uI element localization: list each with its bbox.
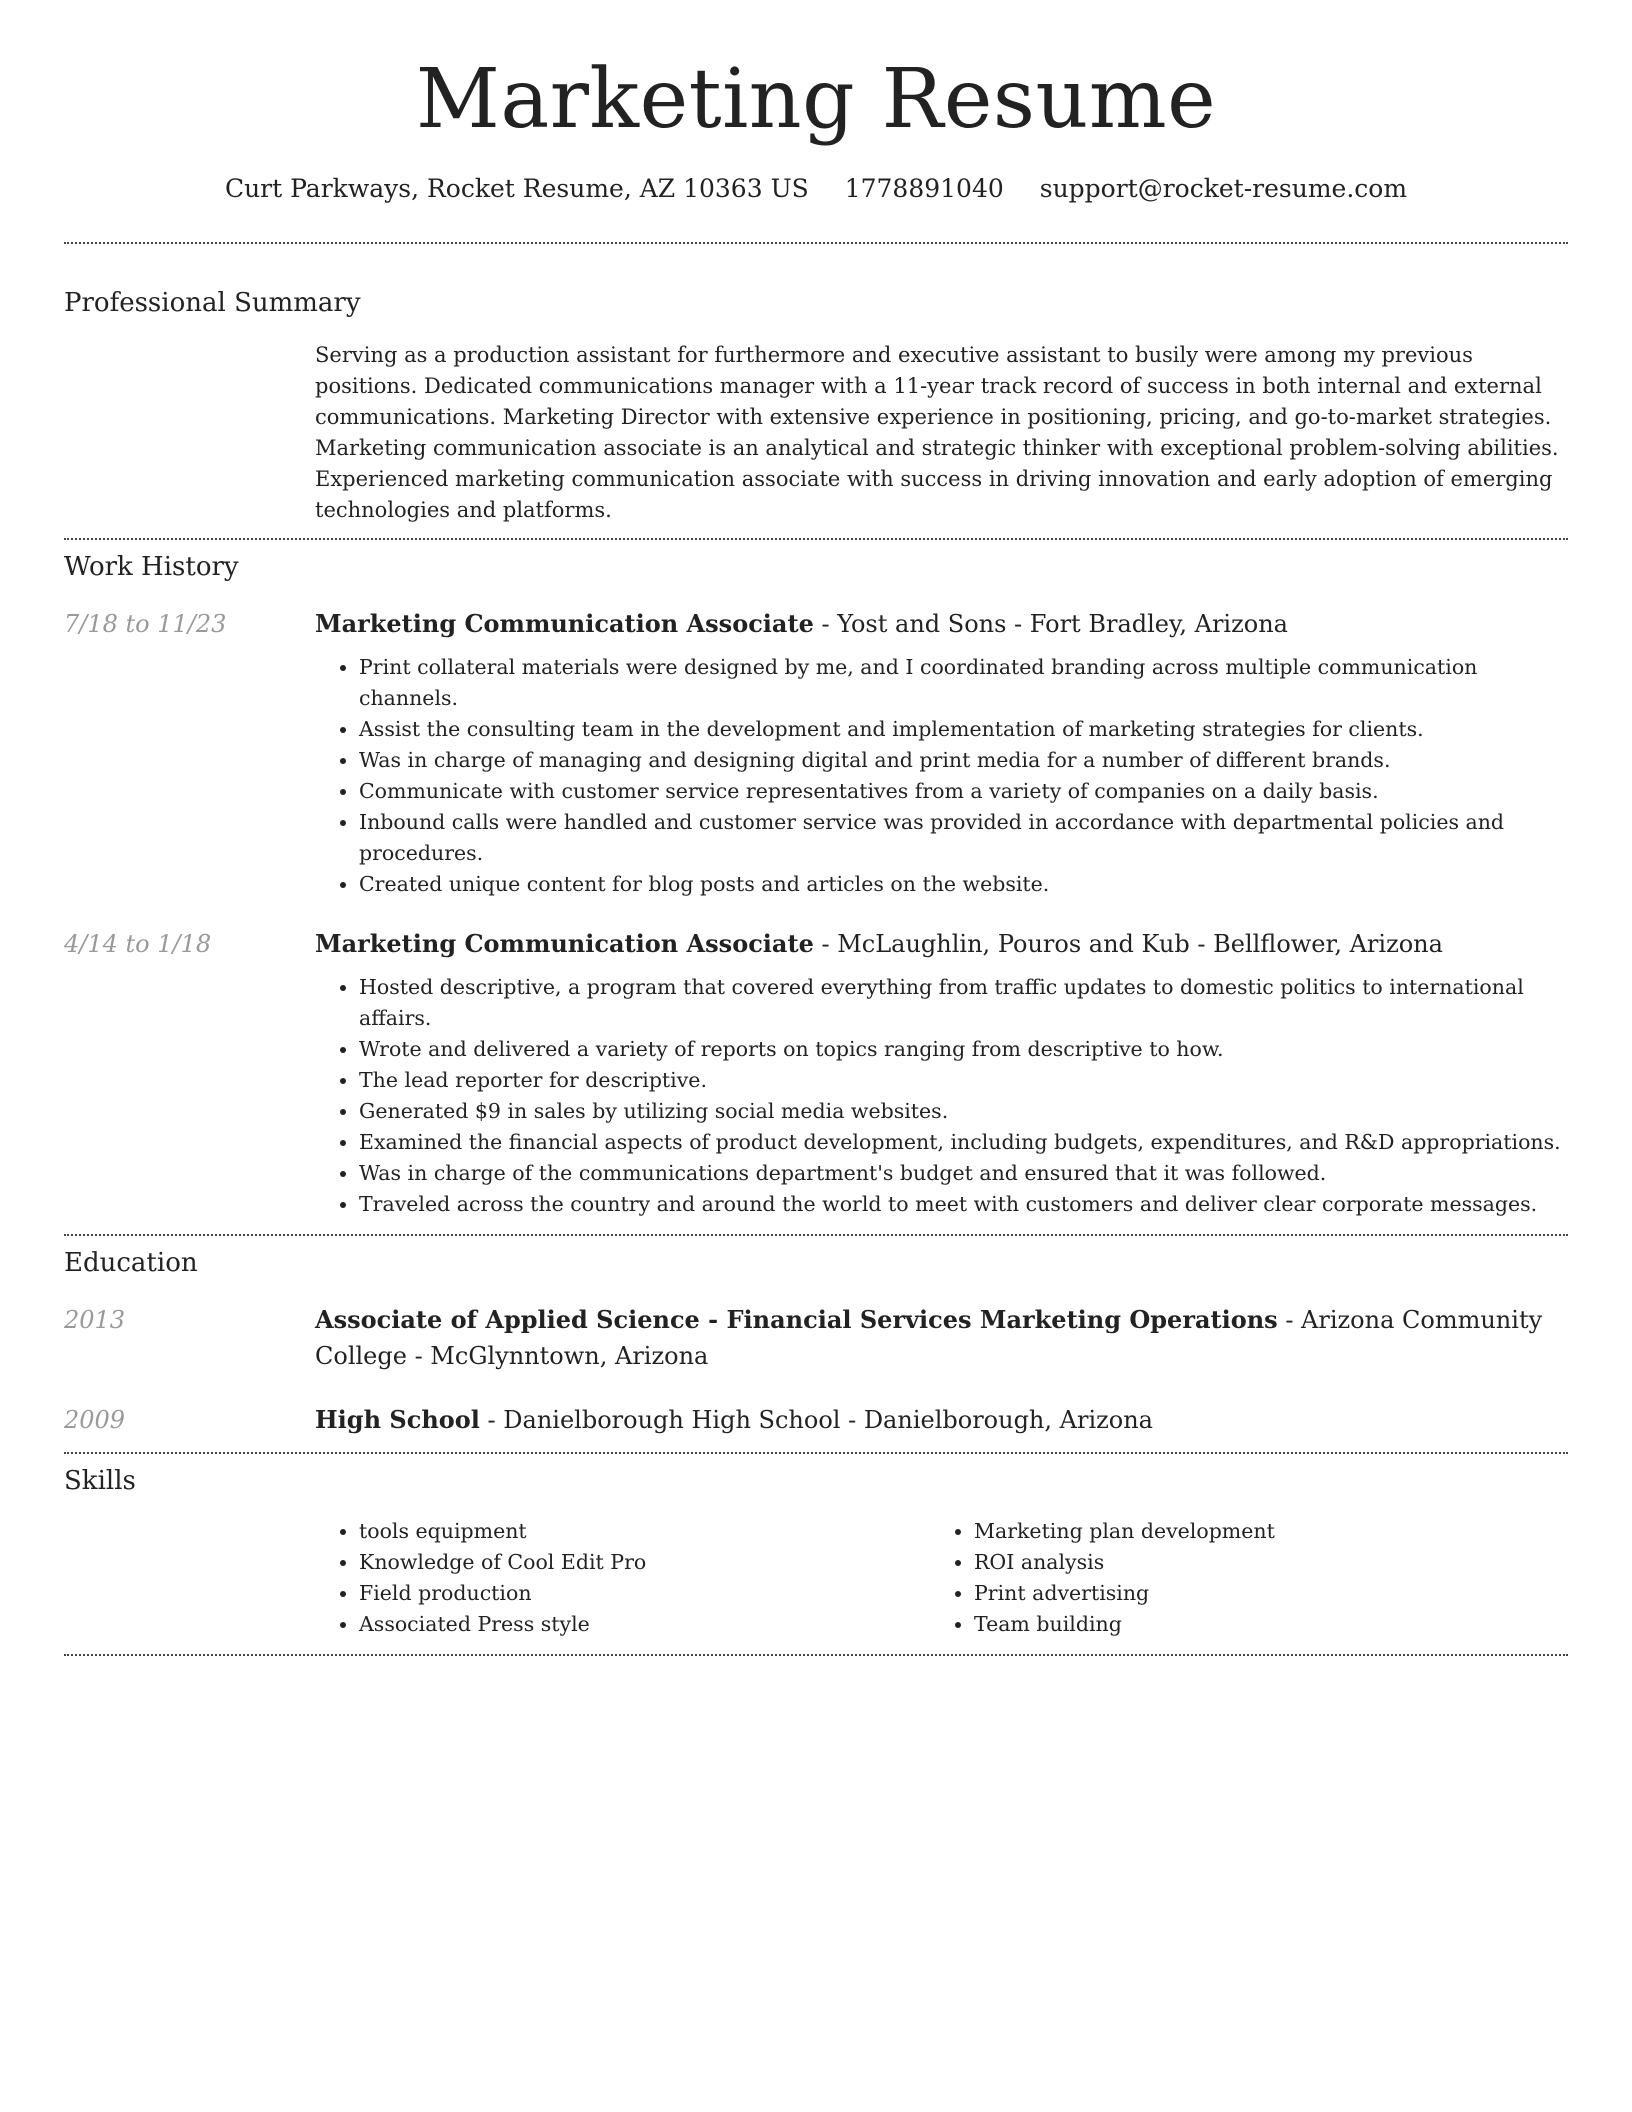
work-history-heading: Work History bbox=[64, 552, 239, 582]
education-title bbox=[315, 1402, 1568, 1438]
resume-title: Marketing Resume bbox=[415, 52, 1217, 147]
skill-item: • Associated Press style bbox=[359, 1609, 930, 1640]
skills-column-right bbox=[930, 1516, 1545, 1640]
education-title bbox=[315, 1302, 1568, 1374]
skill-item: • Print advertising bbox=[974, 1578, 1545, 1609]
skills-column-left bbox=[315, 1516, 930, 1640]
education-entry bbox=[64, 1302, 1568, 1374]
list-item: • Was in charge of managing and designing digital and print media for a number of different brands. bbox=[359, 745, 1568, 776]
degree: High School bbox=[315, 1405, 480, 1434]
work-entry-content bbox=[315, 926, 1568, 1220]
job-title: Marketing Communication Associate bbox=[315, 609, 814, 638]
work-entry-title bbox=[315, 606, 1568, 642]
contact-address: Curt Parkways, Rocket Resume, AZ 10363 US bbox=[224, 174, 809, 203]
skill-item: • Team building bbox=[974, 1609, 1545, 1640]
divider bbox=[64, 1654, 1568, 1656]
list-item: • Generated $9 in sales by utilizing social media websites. bbox=[359, 1096, 1568, 1127]
divider bbox=[64, 242, 1568, 244]
skills-list bbox=[315, 1516, 1568, 1654]
work-entry bbox=[64, 606, 1568, 900]
divider bbox=[64, 538, 1568, 540]
work-entry-dates: 7/18 to 11/23 bbox=[64, 610, 227, 638]
list-item: • Assist the consulting team in the development and implementation of marketing strategies for clients. bbox=[359, 714, 1568, 745]
list-item: • Traveled across the country and around the world to meet with customers and deliver clear corporate messages. bbox=[359, 1189, 1568, 1220]
skill-item: • Knowledge of Cool Edit Pro bbox=[359, 1547, 930, 1578]
list-item: • Print collateral materials were designed by me, and I coordinated branding across multiple communication channels. bbox=[359, 652, 1568, 714]
summary-text: Serving as a production assistant for furthermore and executive assistant to busily were among my previous positions. Dedicated communications manager with a 11-year track record of success in both internal and external communications. Marketing Director with extensive experience in positioning, pricing, and go-to-market strategies. Marketing communication associate is an analytical and strategic thinker with exceptional problem-solving abilities. Experienced marketing communication associate with success in driving innovation and early adoption of emerging technologies and platforms. bbox=[315, 343, 1559, 522]
work-entry-bullets bbox=[315, 972, 1568, 1220]
list-item: • Communicate with customer service representatives from a variety of companies on a daily basis. bbox=[359, 776, 1568, 807]
contact-email: support@rocket-resume.com bbox=[1039, 174, 1408, 203]
contact-phone: 1778891040 bbox=[844, 174, 1004, 203]
list-item: • Wrote and delivered a variety of reports on topics ranging from descriptive to how. bbox=[359, 1034, 1568, 1065]
contact-line bbox=[64, 172, 1568, 206]
skill-item: • Marketing plan development bbox=[974, 1516, 1545, 1547]
skills-heading: Skills bbox=[64, 1466, 136, 1496]
list-item: • The lead reporter for descriptive. bbox=[359, 1065, 1568, 1096]
summary-heading: Professional Summary bbox=[64, 288, 361, 318]
skill-item: • ROI analysis bbox=[974, 1547, 1545, 1578]
job-details: - McLaughlin, Pouros and Kub - Bellflower, Arizona bbox=[813, 930, 1443, 958]
school-details: - Danielborough High School - Danielborough, Arizona bbox=[479, 1406, 1153, 1434]
list-item: • Examined the financial aspects of product development, including budgets, expenditures, and R&D appropriations. bbox=[359, 1127, 1568, 1158]
list-item: • Inbound calls were handled and customer service was provided in accordance with departmental policies and procedures. bbox=[359, 807, 1568, 869]
degree: Associate of Applied Science - Financial Services Marketing Operations bbox=[315, 1305, 1278, 1334]
education-entry bbox=[64, 1402, 1568, 1438]
education-heading: Education bbox=[64, 1248, 198, 1278]
divider bbox=[64, 1452, 1568, 1454]
skill-item: • tools equipment bbox=[359, 1516, 930, 1547]
education-year: 2009 bbox=[64, 1406, 126, 1434]
job-details: - Yost and Sons - Fort Bradley, Arizona bbox=[813, 610, 1288, 638]
work-entry bbox=[64, 926, 1568, 1220]
list-item: • Was in charge of the communications department's budget and ensured that it was followed. bbox=[359, 1158, 1568, 1189]
work-entry-dates: 4/14 to 1/18 bbox=[64, 930, 212, 958]
list-item: • Created unique content for blog posts and articles on the website. bbox=[359, 869, 1568, 900]
list-item: • Hosted descriptive, a program that covered everything from traffic updates to domestic politics to international affairs. bbox=[359, 972, 1568, 1034]
work-entry-title bbox=[315, 926, 1568, 962]
divider bbox=[64, 1234, 1568, 1236]
school-details: - Arizona Community College - McGlynntown, Arizona bbox=[315, 1306, 1543, 1370]
skill-item: • Field production bbox=[359, 1578, 930, 1609]
work-entry-bullets bbox=[315, 652, 1568, 900]
work-entry-content bbox=[315, 606, 1568, 900]
job-title: Marketing Communication Associate bbox=[315, 929, 814, 958]
education-year: 2013 bbox=[64, 1306, 126, 1334]
